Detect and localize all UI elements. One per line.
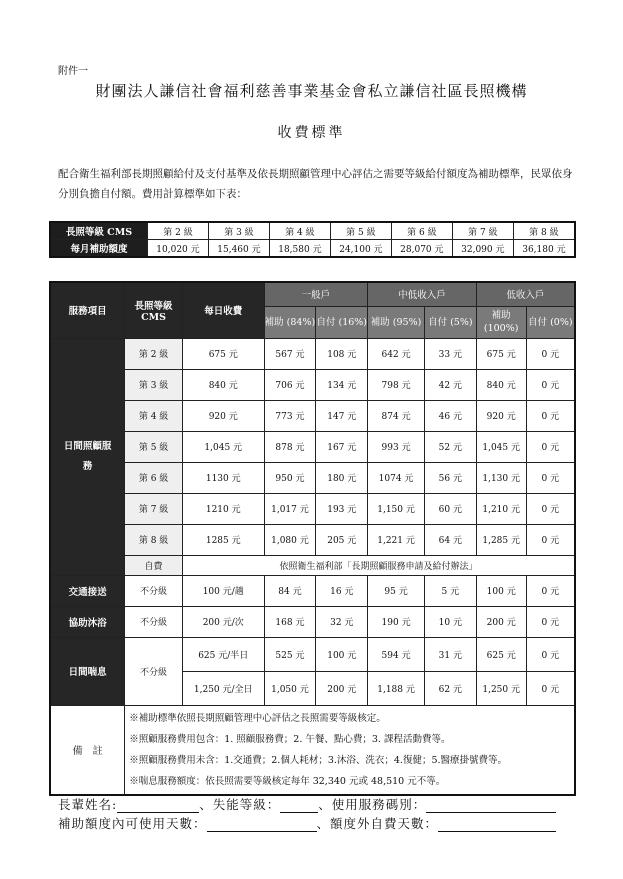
fee-cell: 0 元	[526, 606, 575, 637]
subsidy-84-header: 補助 (84%)	[264, 306, 316, 338]
cms-amount-cell: 24,100 元	[330, 240, 391, 258]
cms-amount-cell: 36,180 元	[513, 240, 575, 258]
cms-level-cell: 第 2 級	[148, 222, 209, 240]
table-row	[50, 400, 575, 431]
fee-cell: 0 元	[526, 671, 575, 705]
fee-cell: 180 元	[316, 462, 368, 493]
bathing-label: 協助沐浴	[50, 606, 125, 637]
table-row	[50, 369, 575, 400]
fee-cell: 625 元	[476, 637, 526, 671]
fee-cell: 1,210 元	[476, 493, 526, 524]
subsidy-95-header: 補助 (95%)	[368, 306, 425, 338]
fee-cell: 167 元	[316, 431, 368, 462]
fee-cell: 147 元	[316, 400, 368, 431]
fee-cell: 1,285 元	[476, 524, 526, 555]
low-household-header: 低收入戶	[476, 282, 575, 306]
fee-cell: 10 元	[424, 606, 476, 637]
cms-level-cell: 第 6 級	[391, 222, 452, 240]
level-cell: 不分級	[125, 637, 183, 705]
fee-cell: 920 元	[182, 400, 264, 431]
fee-cell: 1210 元	[182, 493, 264, 524]
fee-cell: 62 元	[424, 671, 476, 705]
table-row	[50, 493, 575, 524]
fee-cell: 1,045 元	[476, 431, 526, 462]
level-cell: 第 5 級	[125, 431, 183, 462]
fee-cell: 1,130 元	[476, 462, 526, 493]
elder-name-field[interactable]	[117, 798, 199, 813]
fee-cell: 200 元/次	[182, 606, 264, 637]
cms-level-header: 長照等級 CMS	[50, 222, 148, 240]
fee-cell: 920 元	[476, 400, 526, 431]
fee-cell: 840 元	[182, 369, 264, 400]
fee-cell: 773 元	[264, 400, 316, 431]
disability-level-field[interactable]	[280, 798, 318, 813]
document-title: 財團法人謙信社會福利慈善事業基金會私立謙信社區長照機構	[95, 82, 528, 100]
fee-cell: 0 元	[526, 637, 575, 671]
remark-line: ※喘息服務額度：依長照需要等級核定每年 32,340 元或 48,510 元不等。	[129, 775, 446, 787]
fee-cell: 193 元	[316, 493, 368, 524]
service-code-label: 、使用服務碼別：	[318, 797, 427, 812]
intro-paragraph: 配合衛生福利部長期照顧給付及支付基準及依長期照顧管理中心評估之需要等級給付額度為補助標準，民眾依身分別負擔自付額。費用計算標準如下表：	[58, 168, 573, 200]
fee-cell: 31 元	[424, 637, 476, 671]
fee-cell: 1,150 元	[368, 493, 425, 524]
fee-cell: 205 元	[316, 524, 368, 555]
fee-cell: 100 元/趟	[182, 575, 264, 606]
fee-cell: 675 元	[476, 338, 526, 369]
fee-cell: 1,250 元/全日	[182, 671, 264, 705]
midlow-household-header: 中低收入戶	[368, 282, 477, 306]
fee-cell: 46 元	[424, 400, 476, 431]
cms-amount-header: 每月補助額度	[50, 240, 148, 258]
remark-line: ※補助標準依照長期照顧管理中心評估之長照需要等級核定。	[129, 712, 386, 724]
remarks-label: 備 註	[50, 705, 125, 795]
document-subtitle: 收費標準	[277, 125, 346, 141]
fee-cell: 642 元	[368, 338, 425, 369]
fee-cell: 1074 元	[368, 462, 425, 493]
bathing-row	[50, 606, 575, 637]
elder-name-label: 長輩姓名:	[58, 797, 118, 812]
fee-cell: 625 元/半日	[182, 637, 264, 671]
fee-cell: 5 元	[424, 575, 476, 606]
cms-level-cell: 第 7 級	[452, 222, 513, 240]
fee-cell: 567 元	[264, 338, 316, 369]
fee-cell: 1285 元	[182, 524, 264, 555]
cms-amount-row	[50, 240, 575, 258]
fee-cell: 190 元	[368, 606, 425, 637]
fee-cell: 878 元	[264, 431, 316, 462]
fee-cell: 840 元	[476, 369, 526, 400]
fee-cell: 1,050 元	[264, 671, 316, 705]
fee-cell: 100 元	[316, 637, 368, 671]
fee-cell: 60 元	[424, 493, 476, 524]
transport-row	[50, 575, 575, 606]
self-pay-label: 自費	[125, 555, 183, 575]
level-cell: 不分級	[125, 606, 183, 637]
footer-line-2	[58, 814, 556, 832]
fee-cell: 52 元	[424, 431, 476, 462]
table-row	[50, 462, 575, 493]
fee-cell: 950 元	[264, 462, 316, 493]
fee-cell: 42 元	[424, 369, 476, 400]
respite-row	[50, 637, 575, 671]
day-care-label: 日間照顧服務	[50, 338, 125, 575]
cms-amount-cell: 15,460 元	[208, 240, 269, 258]
level-header: 長照等級 CMS	[125, 282, 183, 338]
level-cell: 第 8 級	[125, 524, 183, 555]
cms-amount-cell: 10,020 元	[148, 240, 209, 258]
level-cell: 第 2 級	[125, 338, 183, 369]
fee-cell: 16 元	[316, 575, 368, 606]
general-household-header: 一般戶	[264, 282, 368, 306]
fee-cell: 1,045 元	[182, 431, 264, 462]
self-5-header: 自付 (5%)	[424, 306, 476, 338]
fee-cell: 200 元	[316, 671, 368, 705]
fee-header-row	[50, 282, 575, 306]
cms-level-cell: 第 8 級	[513, 222, 575, 240]
fee-cell: 798 元	[368, 369, 425, 400]
annex-label: 附件一	[58, 66, 88, 77]
fee-cell: 1,017 元	[264, 493, 316, 524]
fee-cell: 95 元	[368, 575, 425, 606]
fee-cell: 594 元	[368, 637, 425, 671]
fee-cell: 706 元	[264, 369, 316, 400]
fee-cell: 993 元	[368, 431, 425, 462]
self-16-header: 自付 (16%)	[316, 306, 368, 338]
fee-cell: 168 元	[264, 606, 316, 637]
cms-amount-cell: 18,580 元	[269, 240, 330, 258]
fee-cell: 134 元	[316, 369, 368, 400]
disability-level-label: 、失能等級：	[199, 797, 281, 812]
fee-cell: 0 元	[526, 575, 575, 606]
cms-level-row	[50, 222, 575, 240]
fee-cell: 0 元	[526, 369, 575, 400]
subsidy-days-label: 補助額度內可使用天數：	[58, 816, 207, 831]
fee-cell: 100 元	[476, 575, 526, 606]
level-cell: 第 6 級	[125, 462, 183, 493]
cms-level-cell: 第 3 級	[208, 222, 269, 240]
transport-label: 交通接送	[50, 575, 125, 606]
remarks-row	[50, 705, 575, 795]
remark-line: ※照顧服務費用未含：1.交通費；2.個人耗材；3.沐浴、洗衣；4.復健；5.醫療掛號費等。	[129, 754, 508, 766]
fee-cell: 1,221 元	[368, 524, 425, 555]
fee-cell: 1,188 元	[368, 671, 425, 705]
fee-table	[49, 281, 576, 796]
fee-cell: 32 元	[316, 606, 368, 637]
fee-cell: 675 元	[182, 338, 264, 369]
fee-cell: 200 元	[476, 606, 526, 637]
level-cell: 第 7 級	[125, 493, 183, 524]
fee-cell: 56 元	[424, 462, 476, 493]
level-cell: 第 4 級	[125, 400, 183, 431]
fee-cell: 1130 元	[182, 462, 264, 493]
service-header: 服務項目	[50, 282, 125, 338]
extra-days-label: 、額度外自費天數：	[316, 816, 439, 831]
remark-line: ※照顧服務費用包含：1. 照顧服務費；2. 午餐、點心費；3. 課程活動費等。	[129, 733, 451, 745]
footer-line-1	[58, 795, 556, 813]
level-cell: 第 3 級	[125, 369, 183, 400]
fee-cell: 1,080 元	[264, 524, 316, 555]
subsidy-days-field[interactable]	[207, 817, 317, 832]
self-pay-note: 依照衛生福利部「長期照顧服務申請及給付辦法」	[182, 555, 575, 575]
remarks-content	[125, 705, 575, 795]
cms-subsidy-table	[49, 221, 576, 258]
self-0-header: 自付 (0%)	[526, 306, 575, 338]
table-row	[50, 338, 575, 369]
table-row	[50, 524, 575, 555]
level-cell: 不分級	[125, 575, 183, 606]
fee-cell: 1,250 元	[476, 671, 526, 705]
cms-level-cell: 第 4 級	[269, 222, 330, 240]
cms-level-cell: 第 5 級	[330, 222, 391, 240]
cms-amount-cell: 32,090 元	[452, 240, 513, 258]
respite-label: 日間喘息	[50, 637, 125, 705]
fee-cell: 0 元	[526, 462, 575, 493]
fee-cell: 0 元	[526, 524, 575, 555]
fee-cell: 33 元	[424, 338, 476, 369]
fee-cell: 0 元	[526, 400, 575, 431]
subsidy-100-header: 補助 (100%)	[476, 306, 526, 338]
fee-cell: 108 元	[316, 338, 368, 369]
fee-cell: 0 元	[526, 493, 575, 524]
fee-cell: 874 元	[368, 400, 425, 431]
self-pay-row	[50, 555, 575, 575]
cms-amount-cell: 28,070 元	[391, 240, 452, 258]
fee-cell: 525 元	[264, 637, 316, 671]
fee-cell: 64 元	[424, 524, 476, 555]
daily-fee-header: 每日收費	[182, 282, 264, 338]
table-row	[50, 431, 575, 462]
extra-days-field[interactable]	[438, 817, 556, 832]
fee-cell: 0 元	[526, 338, 575, 369]
fee-cell: 0 元	[526, 431, 575, 462]
service-code-field[interactable]	[426, 798, 556, 813]
fee-cell: 84 元	[264, 575, 316, 606]
